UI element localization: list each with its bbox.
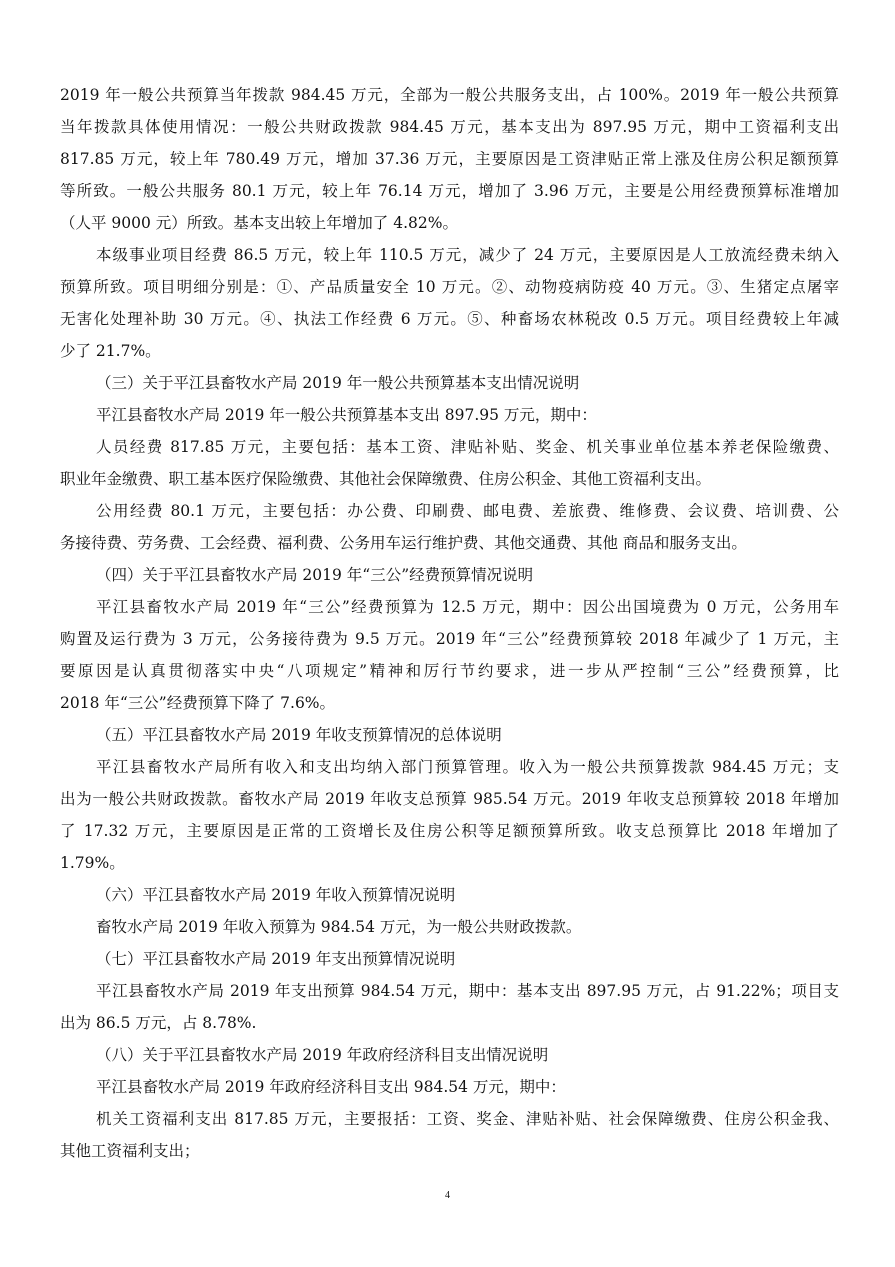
text-line: 预算所致。项目明细分别是：①、产品质量安全 10 万元。②、动物疫病防疫 40 万元。③、生猪定点屠宰: [60, 278, 839, 296]
heading-text: （五）平江县畜牧水产局 2019 年收支预算情况的总体说明: [96, 726, 502, 744]
text-line: 平江县畜牧水产局所有收入和支出均纳入部门预算管理。收入为一般公共预算拨款 984.45 万元；支: [96, 758, 839, 776]
text-line: 1.79%。: [60, 854, 125, 872]
paragraph: [60, 751, 839, 879]
text-line: 少了 21.7%。: [60, 342, 161, 360]
heading-text: （八）关于平江县畜牧水产局 2019 年政府经济科目支出情况说明: [96, 1046, 549, 1064]
heading-text: （三）关于平江县畜牧水产局 2019 年一般公共预算基本支出情况说明: [96, 374, 580, 392]
text-line: 畜牧水产局 2019 年收入预算为 984.54 万元，为一般公共财政拨款。: [96, 918, 582, 936]
text-line: 人员经费 817.85 万元，主要包括：基本工资、津贴补贴、奖金、机关事业单位基本养老保险缴费、: [96, 438, 839, 456]
text-line: 2019 年一般公共预算当年拨款 984.45 万元，全部为一般公共服务支出，占 100%。2019 年一般公共预算: [60, 86, 839, 104]
text-line: 出为 86.5 万元，占 8.78%.: [60, 1014, 257, 1032]
page-number: 4: [445, 1190, 450, 1201]
text-line: （人平 9000 元）所致。基本支出较上年增加了 4.82%。: [60, 214, 458, 232]
section-heading: [60, 719, 839, 751]
heading-text: （六）平江县畜牧水产局 2019 年收入预算情况说明: [96, 886, 456, 904]
text-line: 购置及运行费为 3 万元，公务接待费为 9.5 万元。2019 年“三公”经费预算较 2018 年减少了 1 万元，主: [60, 630, 839, 648]
paragraph: [60, 1103, 839, 1167]
section-heading: [60, 367, 839, 399]
section-heading: [60, 879, 839, 911]
text-line: 出为一般公共财政拨款。畜牧水产局 2019 年收支总预算 985.54 万元。2019 年收支总预算较 2018 年增加: [60, 790, 839, 808]
paragraph: [60, 495, 839, 559]
text-line: 等所致。一般公共服务 80.1 万元，较上年 76.14 万元，增加了 3.96 万元，主要是公用经费预算标准增加: [60, 182, 839, 200]
text-line: 本级事业项目经费 86.5 万元，较上年 110.5 万元，减少了 24 万元，主要原因是人工放流经费未纳入: [96, 246, 839, 264]
text-line: 2018 年“三公”经费预算下降了 7.6%。: [60, 694, 336, 712]
paragraph: [60, 399, 839, 431]
text-line: 职业年金缴费、职工基本医疗保险缴费、其他社会保障缴费、住房公积金、其他工资福利支出。: [60, 470, 712, 488]
text-line: 机关工资福利支出 817.85 万元，主要报括：工资、奖金、津贴补贴、社会保障缴费、住房公积金我、: [96, 1110, 839, 1128]
section-heading: [60, 559, 839, 591]
paragraph: [60, 239, 839, 367]
paragraph: [60, 79, 839, 239]
document-body: [60, 79, 839, 1167]
paragraph: [60, 911, 839, 943]
text-line: 了 17.32 万元，主要原因是正常的工资增长及住房公积等足额预算所致。收支总预算比 2018 年增加了: [60, 822, 839, 840]
text-line: 无害化处理补助 30 万元。④、执法工作经费 6 万元。⑤、种畜场农林税改 0.5 万元。项目经费较上年减: [60, 310, 839, 328]
paragraph: [60, 431, 839, 495]
text-line: 平江县畜牧水产局 2019 年政府经济科目支出 984.54 万元，期中：: [96, 1078, 566, 1096]
heading-text: （四）关于平江县畜牧水产局 2019 年“三公”经费预算情况说明: [96, 566, 534, 584]
text-line: 公用经费 80.1 万元，主要包括：办公费、印刷费、邮电费、差旅费、维修费、会议费、培训费、公: [96, 502, 839, 520]
section-heading: [60, 943, 839, 975]
text-line: 平江县畜牧水产局 2019 年支出预算 984.54 万元，期中：基本支出 897.95 万元，占 91.22%；项目支: [96, 982, 839, 1000]
text-line: 平江县畜牧水产局 2019 年“三公”经费预算为 12.5 万元，期中：因公出国境费为 0 万元，公务用车: [96, 598, 839, 616]
text-line: 其他工资福利支出；: [60, 1142, 200, 1160]
text-line: 务接待费、劳务费、工会经费、福利费、公务用车运行维护费、其他交通费、其他 商品和服务支出。: [60, 534, 747, 552]
text-line: 要原因是认真贯彻落实中央“八项规定”精神和厉行节约要求，进一步从严控制“三公”经费预算，比: [60, 662, 839, 680]
paragraph: [60, 591, 839, 719]
paragraph: [60, 1071, 839, 1103]
text-line: 817.85 万元，较上年 780.49 万元，增加 37.36 万元，主要原因是工资津贴正常上涨及住房公积足额预算: [60, 150, 839, 168]
section-heading: [60, 1039, 839, 1071]
text-line: 平江县畜牧水产局 2019 年一般公共预算基本支出 897.95 万元，期中：: [96, 406, 597, 424]
heading-text: （七）平江县畜牧水产局 2019 年支出预算情况说明: [96, 950, 456, 968]
text-line: 当年拨款具体使用情况：一般公共财政拨款 984.45 万元，基本支出为 897.95 万元，期中工资福利支出: [60, 118, 839, 136]
paragraph: [60, 975, 839, 1039]
